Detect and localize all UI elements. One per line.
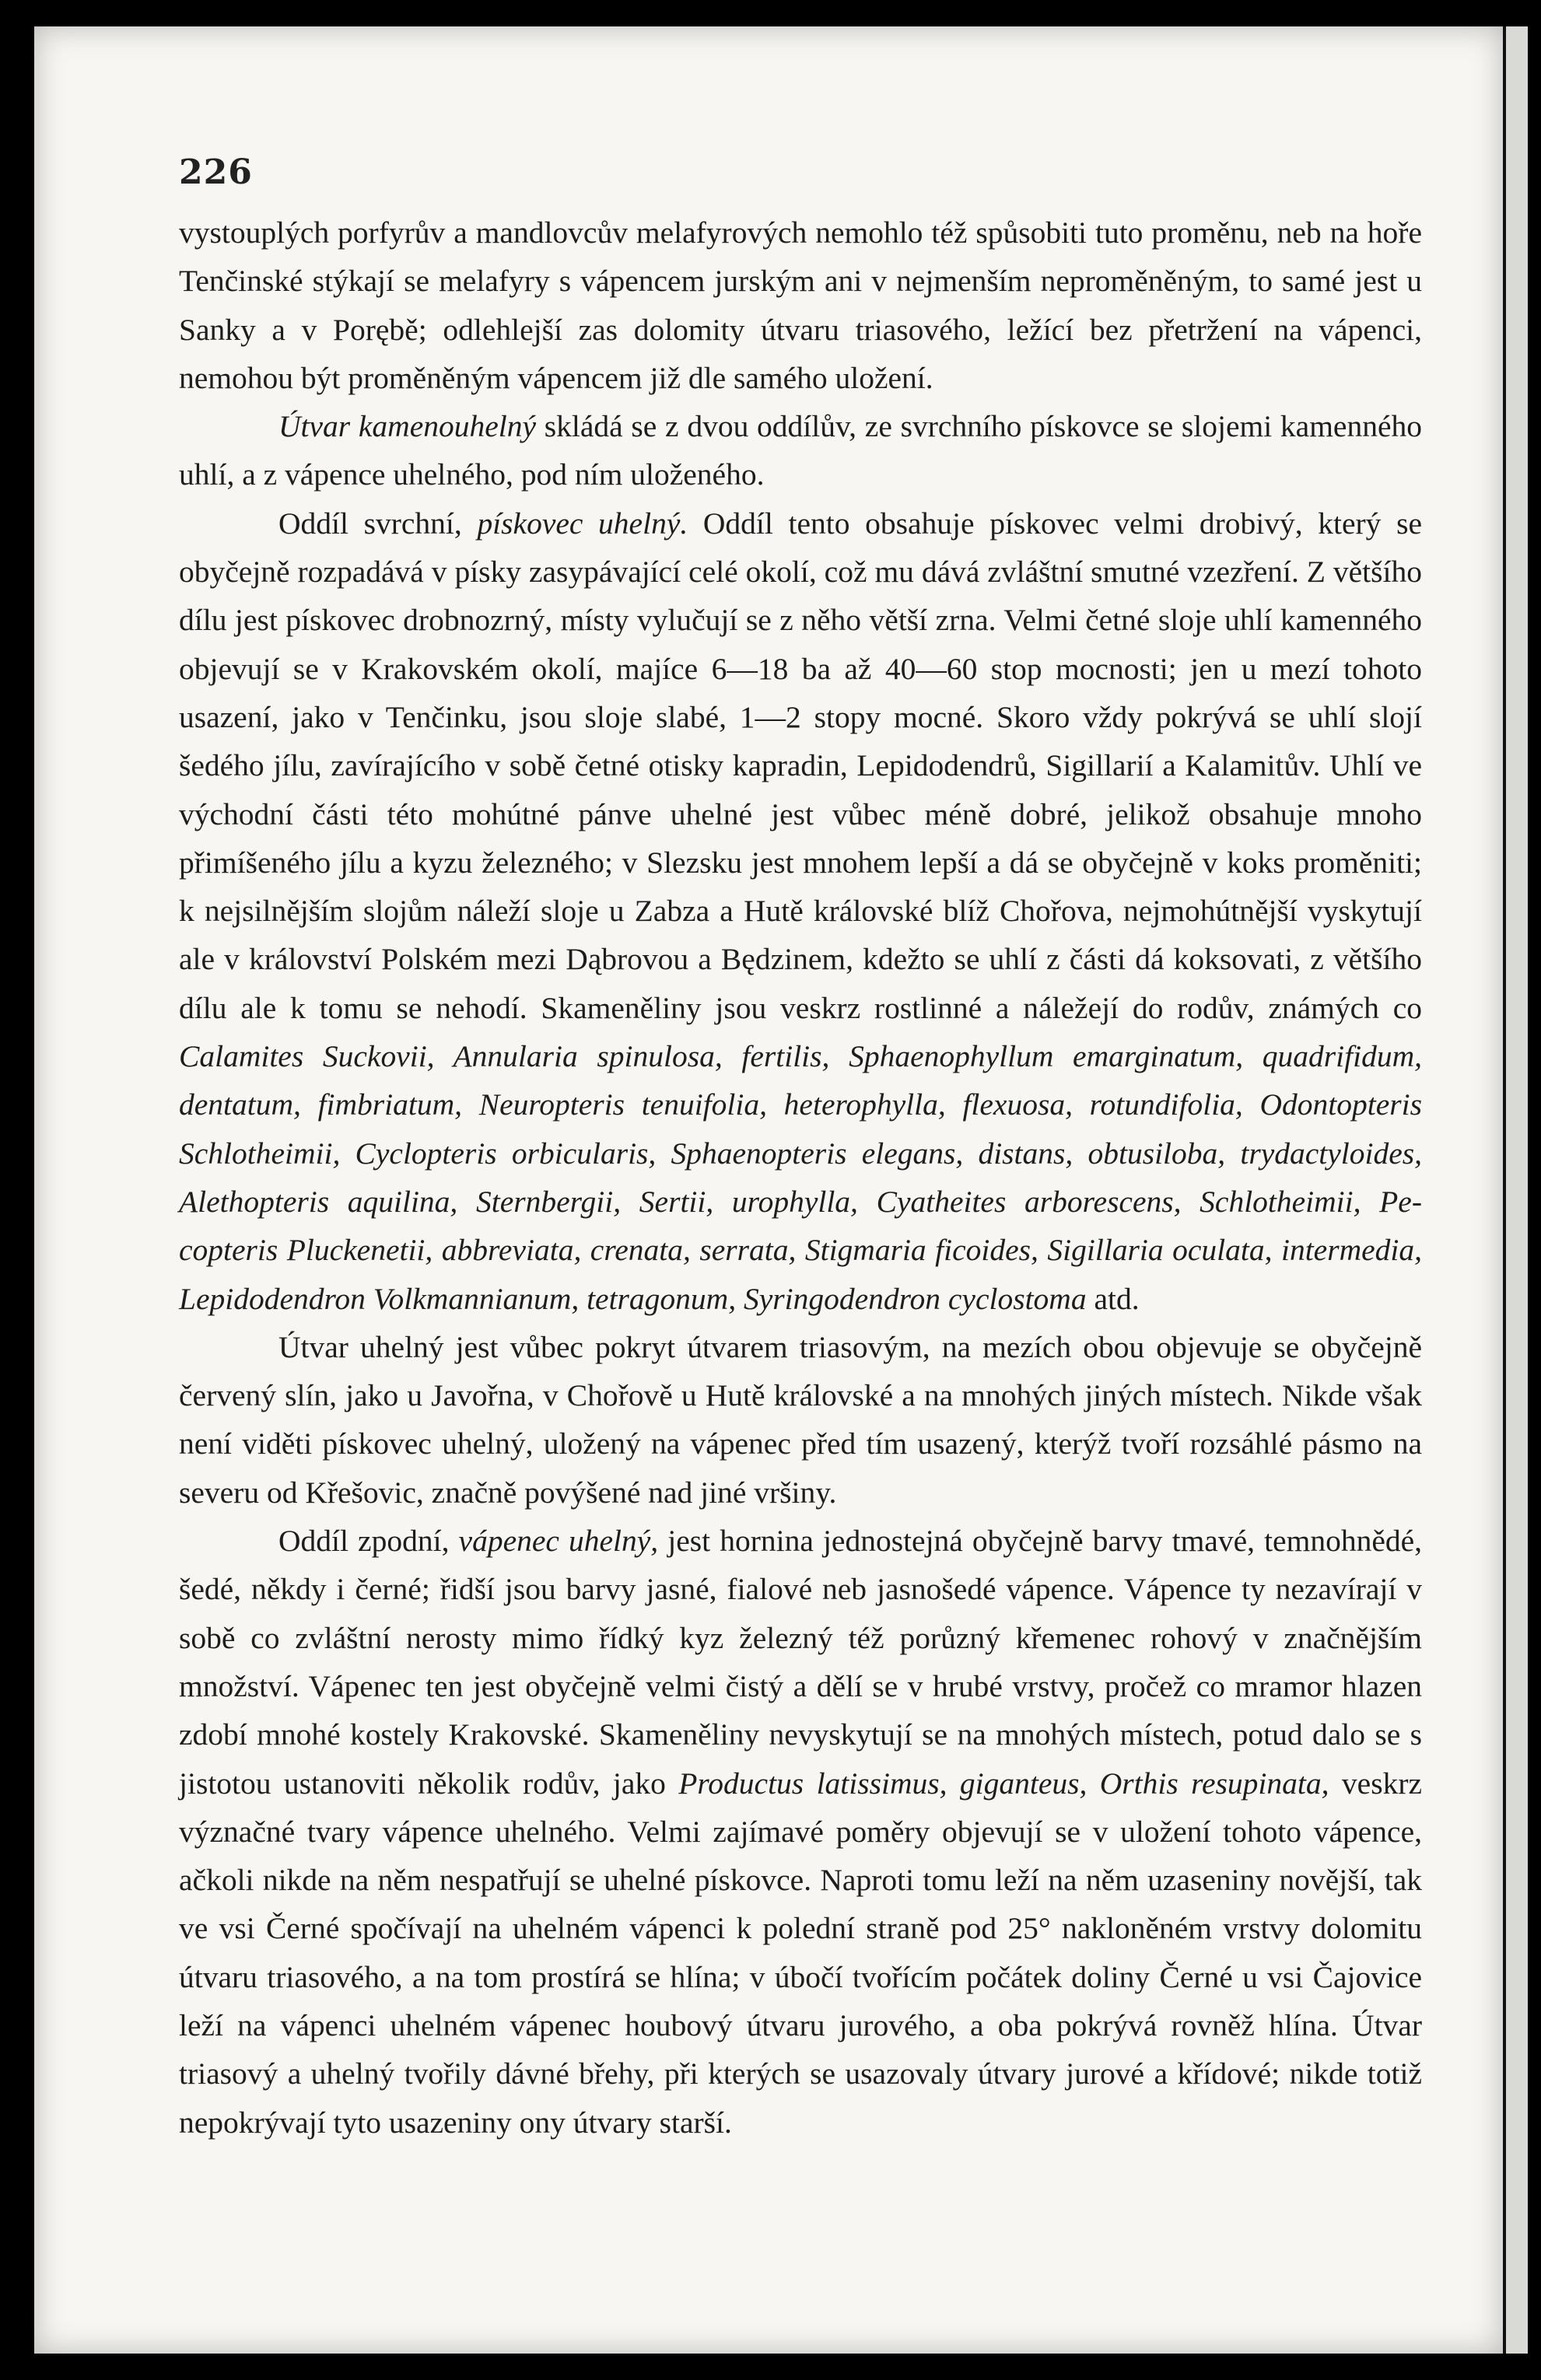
- text-run: Oddíl svrchní,: [278, 506, 478, 541]
- paragraph: [179, 499, 1422, 1323]
- paragraph: [179, 1517, 1422, 2147]
- text-run: vystouplých porfyrův a mandlovcův melafyrových nemohlo též spůsobiti tuto proměnu, neb na hoře Tenčinské stýkají se melafyry s vápencem jurským ani v nejmenším neproměněným, to samé jest u Sanky a v Porębě; odlehlejší zas dolomity útvaru triasového, ležící bez přetržení na vápenci, nemohou být proměněným vápencem již dle samého uložení.: [179, 215, 1422, 395]
- italic-run: pískovec uhelný.: [477, 506, 688, 541]
- italic-run: Calamites Suckovii, Annularia spinulosa, fertilis, Sphaenophyllum emarginatum, quadrifidum, dentatum, fimbriatum, Neuropteris tenuifolia, heterophylla, flexuosa, rotundifolia, Odontopteris Schlotheimii, Cyclopteris orbicularis, Sphaenopteris elegans, distans, obtusiloba, trydactyloides, Alethopteris aquilina, Sternbergii, Sertii, urophylla, Cyatheites arborescens, Schlotheimii, Pecopteris Pluckenetii, abbreviata, crenata, serrata, Stigmaria ficoides, Sigillaria oculata, intermedia, Lepidodendron Volkmannianum, tetragonum, Syringodendron cyclostoma: [179, 1039, 1422, 1316]
- text-run: Oddíl zpodní,: [278, 1524, 459, 1559]
- body-text: [179, 208, 1422, 2147]
- italic-run: Útvar kamenouhelný: [278, 409, 537, 444]
- page-number: 226: [179, 152, 253, 192]
- text-run: jest hornina jednostejná obyčejně barvy tmavé, temnohnědé, šedé, někdy i černé; řidší jsou barvy jasné, fialové neb jasnošedé vápence. Vápence ty nezavírají v sobě co zvláštní nerosty mimo řídký kyz železný též porůzný křemenec rohový v značnějším množství. Vápenec ten jest obyčejně velmi čistý a dělí se v hrubé vrstvy, pročež co mramor hlazen zdobí mnohé kostely Krakovské. Skameněliny nevyskytují se na mnohých místech, potud dalo se s jistotou ustanoviti několik rodův, jako: [179, 1524, 1423, 1801]
- text-run: Oddíl tento obsahuje pískovec velmi drobivý, který se obyčejně rozpadává v písky zasypávající celé okolí, což mu dává zvláštní smutné vzezření. Z většího dílu jest pískovec drobnozrný, místy vylučují se z něho větší zrna. Velmi četné sloje uhlí kamenného objevují se v Krakovském okolí, majíce 6—18 ba až 40—60 stop mocnosti; jen u mezí tohoto usazení, jako v Tenčinku, jsou sloje slabé, 1—2 stopy mocné. Skoro vždy pokrývá se uhlí slojí šedého jílu, zavírajícího v sobě četné otisky kapradin, Lepidodendrů, Sigillarií a Kalamitův. Uhlí ve východní části této mohútné pánve uhelné jest vůbec méně dobré, jelikož obsahuje mnoho přimíšeného jílu a kyzu železného; v Slezsku jest mnohem lepší a dá se obyčejně v koks proměniti; k nejsilnějším slojům náleží sloje u Zabza a Hutě královské blíž Chořova, nejmohútnější vyskytují ale v království Polském mezi Dąbrovou a Będzinem, kdežto se uhlí z části dá koksovati, z většího dílu ale k tomu se nehodí. Skameněliny jsou veskrz rostlinné a náležejí do rodův, známých co: [179, 506, 1422, 1025]
- text-run: skládá se z dvou oddílův, ze svrchního pískovce se slojemi kamenného uhlí, a z vápence uhelného, pod ním uloženého.: [179, 409, 1422, 492]
- paragraph: [179, 208, 1422, 402]
- italic-run: vápenec uhelný,: [458, 1524, 659, 1559]
- text-run: atd.: [1086, 1281, 1140, 1316]
- page-edge-strip: [1503, 26, 1528, 2354]
- text-run: Útvar uhelný jest vůbec pokryt útvarem triasovým, na mezích obou objevuje se obyčejně červený slín, jako u Javořna, v Chořově u Hutě královské a na mnohých jiných místech. Nikde však není viděti pískovec uhelný, uložený na vápenec před tím usazený, kterýž tvoří rozsáhlé pásmo na severu od Křešovic, značně povýšené nad jiné vršiny.: [179, 1329, 1422, 1510]
- paragraph: [179, 1323, 1422, 1517]
- paragraph: [179, 402, 1422, 499]
- italic-run: Productus latissimus, giganteus, Orthis resupinata,: [678, 1766, 1329, 1801]
- text-run: veskrz význačné tvary vápence uhelného. Velmi zajímavé poměry objevují se v uložení tohoto vápence, ačkoli nikde na něm nespatřují se uhelné pískovce. Naproti tomu leží na něm uzaseniny novější, tak ve vsi Černé spočívají na uhelném vápenci k polední straně pod 25° nakloněném vrstvy dolomitu útvaru triasového, a na tom prostírá se hlína; v úbočí tvořícím počátek doliny Černé u vsi Čajovice leží na vápenci uhelném vápenec houbový útvaru jurového, a oba pokrývá rovněž hlína. Útvar triasový a uhelný tvořily dávné břehy, při kterých se usazovaly útvary jurové a křídové; nikde totiž nepokrývají tyto usazeniny ony útvary starší.: [179, 1766, 1423, 2140]
